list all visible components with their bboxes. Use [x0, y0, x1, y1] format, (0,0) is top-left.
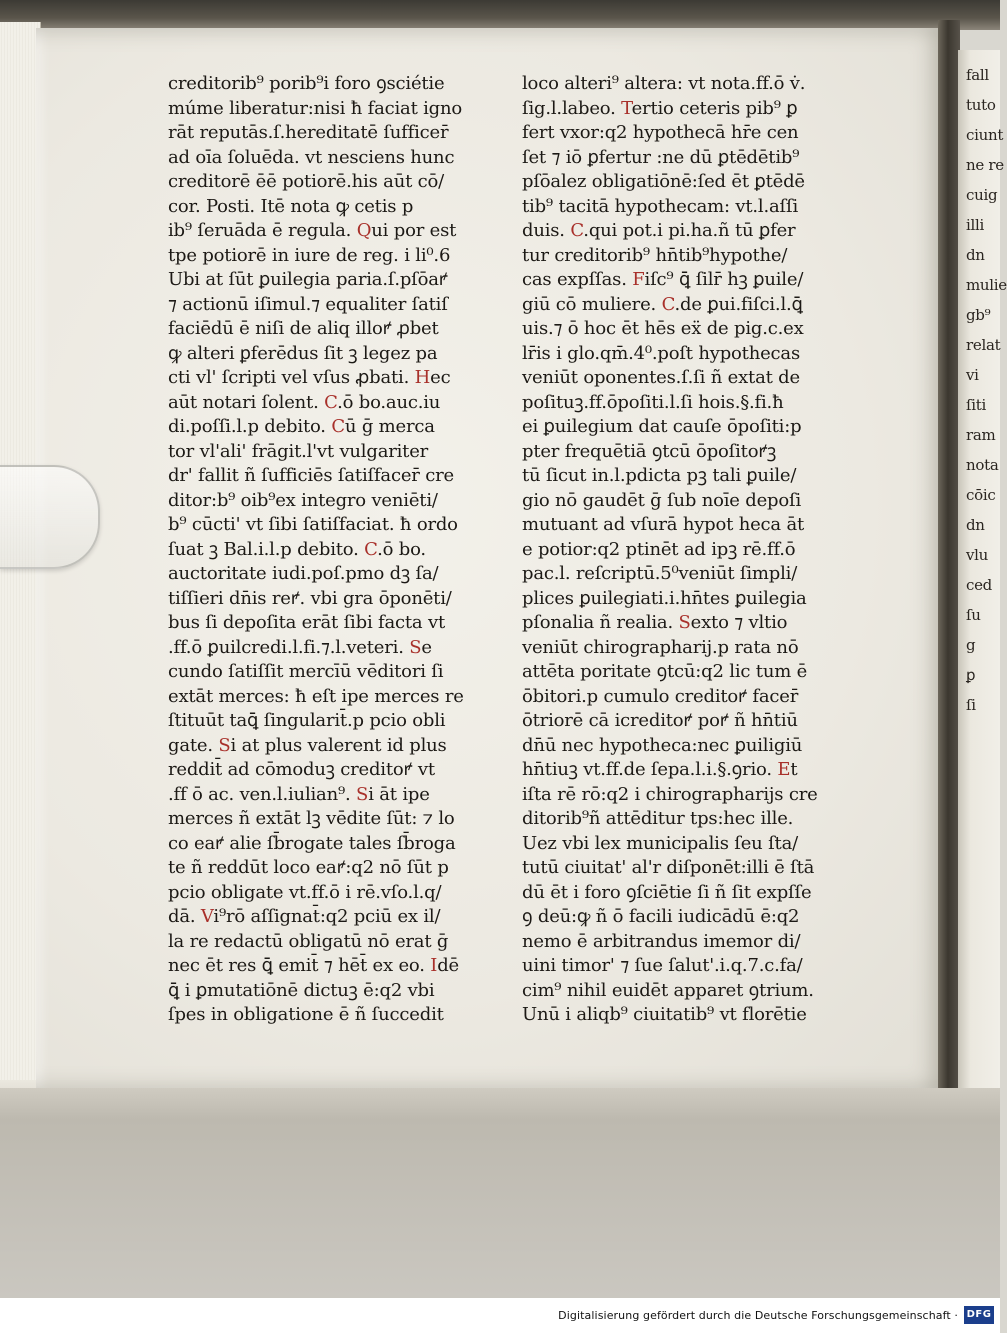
facing-page-fragment: ne re: [966, 156, 1004, 174]
facing-page-fragment: ſiti: [966, 396, 986, 414]
text-line: Ubi at ſūt ꝑuilegia paria.ſ.pſōaꝵ: [168, 269, 448, 290]
facing-page-fragment: vi: [966, 366, 979, 384]
text-line: ditor:b⁹ oib⁹ex integro veniēti/: [168, 489, 438, 511]
text-line: uini timor' ⁊ ſue ſalut'.i.q.7.c.fa/: [522, 955, 803, 976]
text-line: fert vxor:q2 hypothecā hr̄e cen: [522, 122, 799, 143]
text-line: gate. Si at plus valerent id plus: [168, 734, 447, 756]
text-line: dn̄ū nec hypotheca:nec ꝑuiligiū: [522, 734, 803, 756]
plastic-page-clip: [0, 465, 100, 569]
text-line: faciēdū ē niſi de aliq illoꝵ ꝓbet: [168, 318, 439, 339]
facing-page-fragment: gb⁹: [966, 306, 991, 324]
text-line: ⁊ actionū iſimul.⁊ equaliter ſatiſ: [168, 293, 448, 315]
text-column-right: [522, 72, 852, 1028]
facing-page-fragment: ced: [966, 576, 992, 594]
rubric-initial: E: [777, 759, 791, 780]
text-line: Unū i aliqb⁹ ciuitatib⁹ vt florētie: [522, 1004, 807, 1025]
text-line: co eaꝵ alie ſb̄rogate tales ſb̄roga: [168, 832, 456, 854]
text-line: di.poſſi.l.p debito. Cū ḡ merca: [168, 416, 435, 437]
text-line: ōbitori.p cumulo creditoꝵ facer̄: [522, 685, 799, 707]
text-line: ſuat ꝫ Bal.i.l.p debito. C.ō bo.: [168, 538, 426, 560]
text-line: nemo ē arbitrandus imemor di/: [522, 930, 801, 952]
rubric-initial: C: [324, 391, 338, 413]
text-line: auctoritate iudi.poſ.pmo dꝫ ſa/: [168, 563, 439, 584]
show-through-bleed: [610, 36, 840, 66]
rubric-initial: C: [364, 538, 378, 560]
text-line: ſtituūt taꝗ̄ ſingularit̄.p pcio obli: [168, 710, 446, 731]
text-line: bus ſi depoſita erāt ſibi facta vt: [168, 612, 445, 633]
rubric-initial: Q: [356, 220, 372, 241]
text-line: e potior:q2 ptinēt ad ipꝫ rē.ff.ō: [522, 538, 796, 560]
text-line: ꝯ deū:ꝙ ñ ō facili iudicādū ē:q2: [522, 906, 800, 927]
text-line: dr' fallit ñ ſufficiēs ſatiſfacer̄ cre: [168, 465, 454, 486]
text-line: pſonalia ñ realia. Sexto ⁊ vltio: [522, 612, 788, 633]
text-line: cti vl' ſcripti vel vſus ꝓbati. Hec: [168, 367, 451, 388]
rubric-initial: C: [331, 416, 345, 437]
rubric-initial: H: [414, 367, 431, 388]
rubric-initial: S: [409, 636, 422, 658]
facing-page-fragment: g: [966, 636, 976, 654]
text-line: dā. Vi⁹rō aſſignat̄:q2 pciū ex il/: [168, 906, 441, 927]
text-line: tiſſieri dn̄is reꝵ. vbi gra ōponēti/: [168, 587, 452, 609]
rubric-initial: F: [632, 269, 645, 290]
text-line: hn̄tiuꝫ vt.ff.de ſepa.l.i.§.ꝯrio. Et: [522, 759, 798, 780]
text-line: te ñ reddūt loco eaꝵ:q2 nō ſūt p: [168, 857, 449, 878]
facing-page-fragment: vlu: [966, 546, 989, 564]
facing-page-fragment: illi: [966, 216, 984, 234]
text-line: b⁹ cūcti' vt ſibi ſatiſfaciat. ħ ordo: [168, 514, 458, 535]
text-line: tū ſicut in.l.pdicta pꝫ tali ꝑuile/: [522, 465, 797, 486]
text-line: ib⁹ ſeruāda ē regula. Qui por est: [168, 220, 457, 241]
facing-page-fragment: nota: [966, 456, 999, 474]
text-line: .ff.ō ꝑuilcredi.l.fi.⁊.l.veteri. Se: [168, 636, 432, 658]
facing-page-fragment: cuig: [966, 186, 998, 204]
footer-credit: Digitalisierung gefördert durch die Deutsche Forschungsgemeinschaft ·: [558, 1309, 958, 1322]
text-line: rāt reputās.ſ.hereditatē ſufficer̄: [168, 122, 449, 143]
text-line: pcio obligate vt.ff.ō i rē.vſo.l.q/: [168, 881, 442, 903]
facing-page-fragment: mulie: [966, 276, 1007, 294]
text-line: iſta rē rō:q2 i chirographarijs cre: [522, 783, 818, 805]
text-line: tutū ciuitat' al'r diſponēt:illi ē ſtā: [522, 857, 815, 878]
text-line: ſet ⁊ iō ꝑfertur :ne dū ꝑtēdētib⁹: [522, 146, 800, 168]
text-line: múme liberatur:nisi ħ faciat igno: [168, 97, 463, 119]
text-line: ei ꝑuilegium dat cauſe ōpoſiti:p: [522, 416, 802, 437]
rubric-initial: S: [356, 783, 369, 805]
text-line: .ff ō ac. ven.l.iulian⁹. Si āt ipe: [168, 783, 430, 805]
rubric-initial: C: [661, 293, 675, 315]
text-line: veniūt oponentes.ſ.ſi ñ extat de: [522, 367, 800, 388]
dfg-logo-icon: DFG: [964, 1306, 994, 1324]
rubric-initial: I: [430, 955, 438, 976]
text-line: ꝙ alteri ꝑferēdus ſit ꝫ legez pa: [168, 342, 438, 364]
facing-page-fragment: relat: [966, 336, 1001, 354]
text-line: tur creditorib⁹ hn̄tib⁹hypothe/: [522, 244, 788, 266]
rubric-initial: C: [570, 220, 584, 241]
text-line: cas expſſas. Fiſc⁹ ꝗ̄ ſilr̄ hꝫ ꝑuile/: [522, 269, 804, 290]
facing-page-fragment: ꝑ: [966, 666, 976, 684]
text-line: plices ꝑuilegiati.i.hn̄tes ꝑuilegia: [522, 587, 807, 609]
text-line: veniūt chirographarij.p rata nō: [522, 636, 799, 658]
text-line: loco alteri⁹ altera: vt nota.ff.ō v̇.: [522, 73, 806, 94]
facing-page-fragment: cōic: [966, 486, 996, 504]
facing-page-fragment: dn: [966, 516, 985, 534]
text-line: lr̄is i glo.qm̄.4⁰.poſt hypothecas: [522, 342, 801, 364]
text-line: pac.l. reſcriptū.5⁰veniūt ſimpli/: [522, 563, 798, 584]
text-line: ditorib⁹ñ attēditur tps:hec ille.: [522, 808, 794, 829]
rubric-initial: S: [678, 612, 691, 633]
text-column-left: [168, 72, 498, 1028]
facing-page-fragment: fall: [966, 66, 989, 84]
facing-page-fragment: ciunt: [966, 126, 1004, 144]
text-line: ſpes in obligatione ē ñ ſuccedit: [168, 1004, 444, 1025]
text-line: tpe potiorē in iure de reg. i li⁰.6: [168, 244, 451, 266]
text-line: gio nō gaudēt ḡ ſub noīe depoſi: [522, 489, 802, 511]
rubric-initial: S: [218, 734, 231, 756]
text-line: creditorib⁹ porib⁹i foro ꝯsciétie: [168, 73, 445, 94]
text-line: uis.⁊ ō hoc ēt hēs eẍ de pig.c.ex: [522, 318, 804, 339]
facing-page-fragment: dn: [966, 246, 985, 264]
text-line: cor. Posti. Itē nota ꝙ cetis p: [168, 195, 414, 217]
text-line: tib⁹ tacitā hypothecam: vt.l.aſſi: [522, 195, 799, 217]
text-line: poſituꝫ.ff.ōpoſiti.l.ſi hois.§.fi.ħ: [522, 391, 784, 413]
text-line: nec ēt res ꝗ̄ emit̄ ⁊ hēt̄ ex eo. Idē: [168, 955, 459, 976]
text-line: mutuant ad vſurā hypot heca āt: [522, 514, 805, 535]
text-line: cim⁹ nihil euidēt apparet ꝯtrium.: [522, 979, 814, 1001]
facing-page-fragment: ſi: [966, 696, 976, 714]
book-gutter: [938, 20, 960, 1115]
text-line: giū cō muliere. C.de ꝑui.fiſci.l.ꝗ̄: [522, 293, 803, 315]
facing-page-fragment: ram: [966, 426, 996, 444]
facing-page-text: [966, 60, 1007, 720]
text-line: tor vl'ali' frāgit.l'vt vulgariter: [168, 440, 429, 462]
text-line: aūt notari ſolent. C.ō bo.auc.iu: [168, 391, 441, 413]
text-line: attēta poritate ꝯtcū:q2 lic tum ē: [522, 661, 808, 682]
rubric-initial: V: [200, 906, 214, 927]
text-line: duis. C.qui pot.i pi.ha.ñ tū ꝑfer: [522, 220, 796, 241]
scan-bottom-background: [0, 1088, 1000, 1298]
rubric-initial: T: [621, 97, 632, 119]
text-line: creditorē ēē potiorē.his aūt cō/: [168, 171, 445, 192]
text-line: ōtriorē cā icreditoꝵ poꝵ ñ hn̄tiū: [522, 710, 798, 731]
facing-page-fragment: ſu: [966, 606, 981, 624]
text-line: reddit̄ ad cōmoduꝫ creditoꝵ vt: [168, 759, 435, 780]
text-line: ad oīa ſoluēda. vt nesciens hunc: [168, 146, 455, 168]
text-line: pſōalez obligatiōnē:ſed ēt ꝑtēdē: [522, 171, 805, 192]
text-line: ſig.l.labeo. Tertio ceteris pib⁹ ꝑ: [522, 97, 798, 119]
text-line: extāt merces: ħ eſt ipe merces re: [168, 685, 464, 707]
text-line: ꝗ̄ i ꝑmutatiōnē dictuꝫ ē:q2 vbi: [168, 979, 435, 1001]
text-line: dū ēt i foro ꝯſciētie ſi ñ ſit expſſe: [522, 881, 812, 903]
text-line: merces ñ extāt lꝫ vēdite ſūt: ⁊ lo: [168, 808, 455, 829]
text-line: Uez vbi lex municipalis ſeu ſta/: [522, 832, 798, 854]
text-line: la re redactū obligatū nō erat ḡ: [168, 930, 449, 952]
digitization-footer: [0, 1298, 1000, 1333]
facing-page-fragment: tuto: [966, 96, 996, 114]
background-board: [0, 0, 1000, 30]
text-line: cundo ſatiſſit mercīū vēditori ſi: [168, 661, 444, 682]
text-line: pter frequētiā ꝯtcū ōpoſitoꝵꝫ: [522, 440, 777, 462]
